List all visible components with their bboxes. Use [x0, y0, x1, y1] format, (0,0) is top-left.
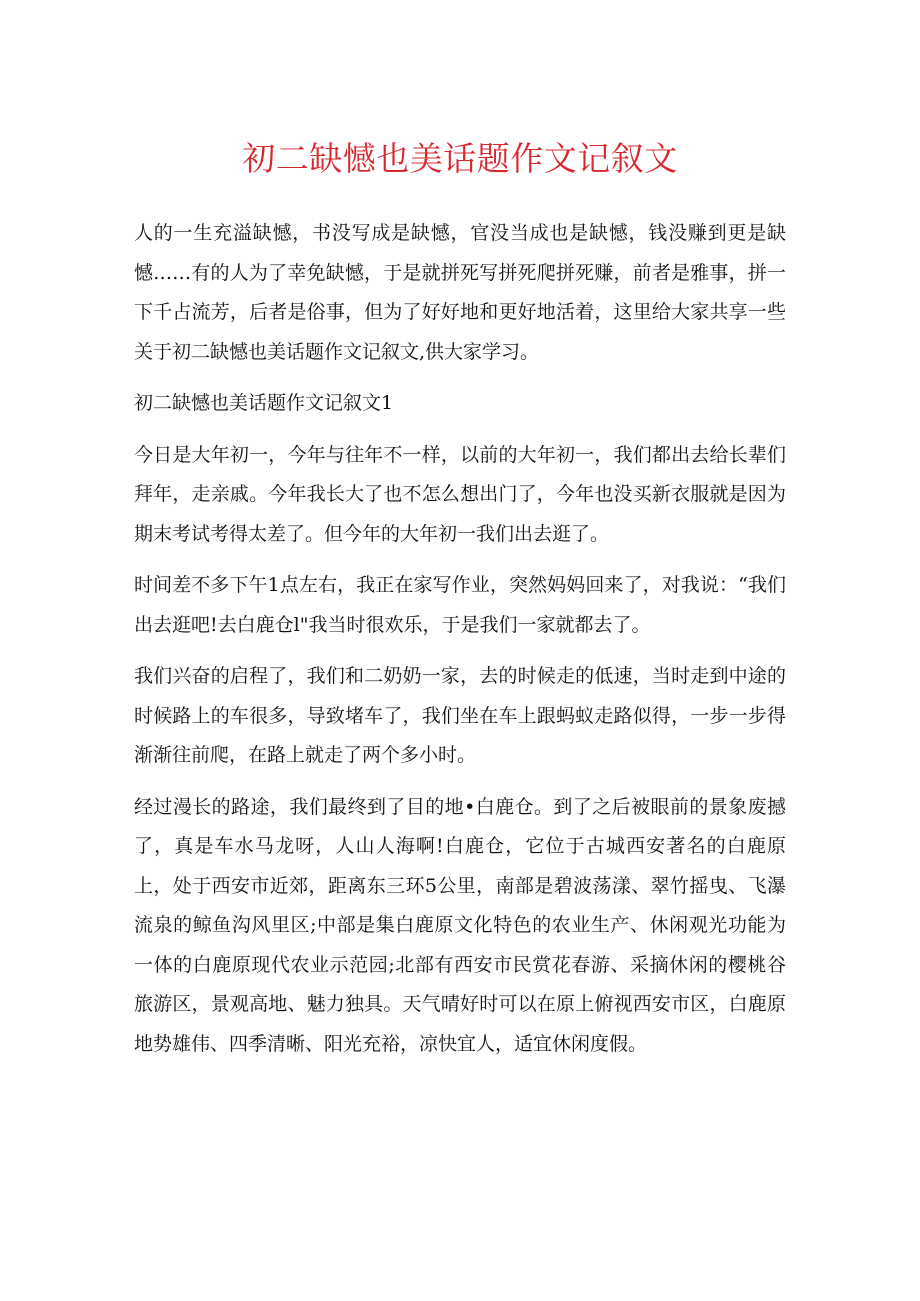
document-title: 初二缺憾也美话题作文记叙文 — [242, 139, 678, 178]
body-paragraph: 今日是大年初一，今年与往年不一样，以前的大年初一，我们都出去给长辈们拜年，走亲戚。今年我长大了也不怎么想出门了，今年也没买新衣服就是因为期末考试考得太差了。但今年的大年初一我们出去逛了。 — [134, 443, 786, 545]
document-body — [134, 214, 786, 1076]
body-paragraph: 经过漫长的路途，我们最终到了目的地•白鹿仓。到了之后被眼前的景象废撼了，真是车水马龙呀，人山人海啊!白鹿仓，它位于古城西安著名的白鹿原上，处于西安市近郊，距离东三环5公里，南部是碧波荡漾、翠竹摇曳、飞瀑流泉的鲸鱼沟风里区;中部是集白鹿原文化特色的农业生产、休闲观光功能为一体的白鹿原现代农业示范园;北部有西安市民赏花春游、采摘休闲的樱桃谷旅游区，景观高地、魅力独具。天气晴好时可以在原上俯视西安市区，白鹿原地势雄伟、四季清晰、阳光充裕，凉快宜人，适宜休闲度假。 — [134, 795, 786, 1055]
body-paragraph: 时间差不多下午1点左右，我正在家写作业，突然妈妈回来了，对我说：“我们出去逛吧!去白鹿仓l"我当时很欢乐，于是我们一家就都去了。 — [134, 574, 786, 636]
body-paragraph: 我们兴奋的启程了，我们和二奶奶一家，去的时候走的低速，当时走到中途的时候路上的车很多，导致堵车了，我们坐在车上跟蚂蚁走路似得，一步一步得渐渐往前爬，在路上就走了两个多小时。 — [134, 665, 786, 766]
section-heading: 初二缺憾也美话题作文记叙文1 — [134, 392, 394, 414]
intro-paragraph: 人的一生充溢缺憾，书没写成是缺憾，官没当成也是缺憾，钱没赚到更是缺憾……有的人为了幸免缺憾，于是就拼死写拼死爬拼死赚，前者是雅事，拼一下千占流芳，后者是俗事，但为了好好地和更好地活着，这里给大家共享一些关于初二缺憾也美话题作文记叙文,供大家学习。 — [134, 222, 786, 363]
